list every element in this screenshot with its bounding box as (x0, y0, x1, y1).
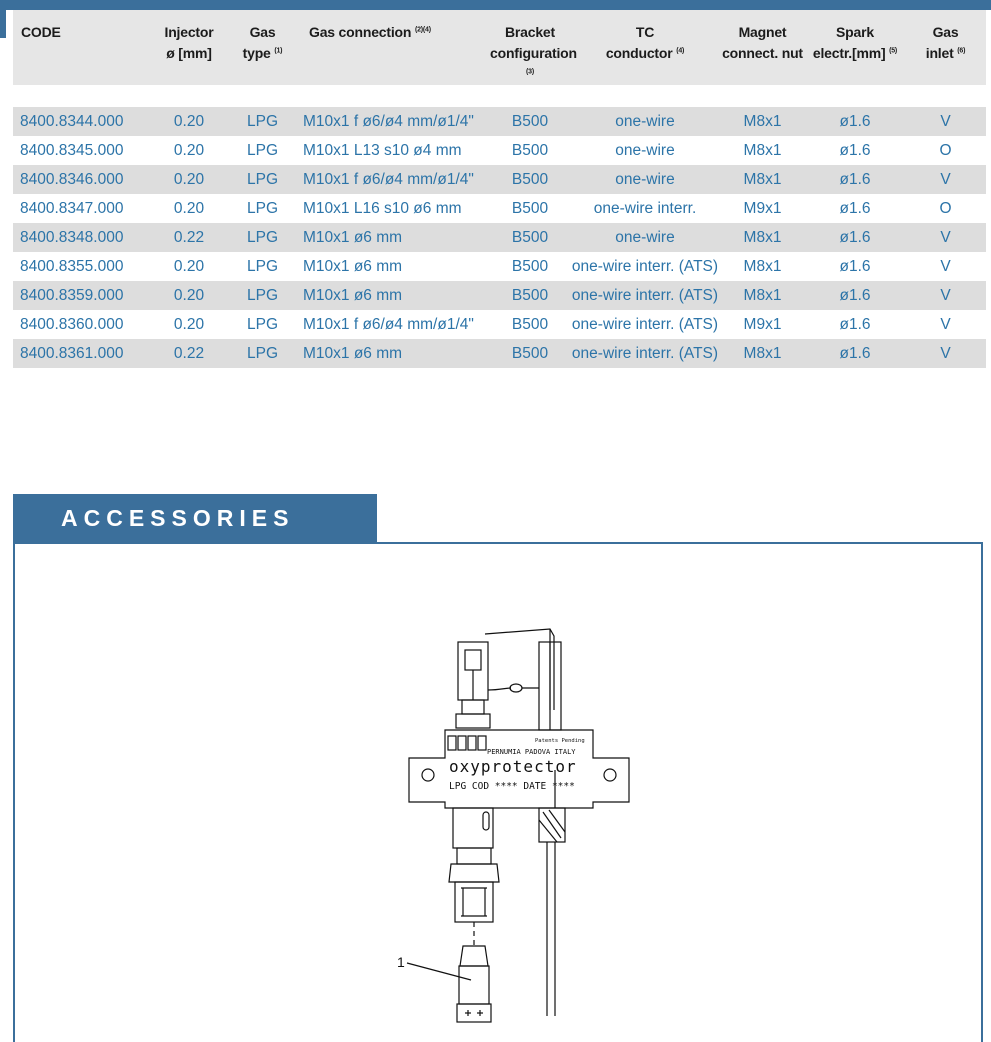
table-row (13, 252, 986, 281)
header-gas_connection (295, 10, 490, 85)
header-tc (570, 10, 720, 85)
accessories-title: ACCESSORIES (13, 494, 377, 542)
cell-gas_type: LPG (246, 228, 278, 246)
left-mount-hole (422, 769, 434, 781)
cell-bracket: B500 (511, 170, 549, 188)
cell-tc: one-wire (615, 112, 675, 130)
nut-upper (449, 864, 499, 882)
cell-gas_inlet: O (939, 141, 952, 159)
table-row (13, 310, 986, 339)
header-magnet-line2: connect. nut (722, 45, 803, 61)
cell-magnet: M8x1 (743, 257, 782, 275)
left-accent-bar (0, 10, 6, 38)
cell-gas_inlet: V (940, 170, 951, 188)
product-table-container (13, 10, 986, 368)
cod-date-text: LPG COD **** DATE **** (449, 781, 575, 792)
cell-code: 8400.8361.000 (20, 344, 124, 362)
cell-code: 8400.8345.000 (20, 141, 124, 159)
table-row (13, 165, 986, 194)
cell-injector: 0.20 (173, 170, 205, 188)
cell-magnet: M9x1 (743, 199, 782, 217)
cell-gas_type: LPG (246, 315, 278, 333)
cell-gas_inlet: V (940, 315, 951, 333)
cell-gas_connection: M10x1 ø6 mm (303, 257, 403, 275)
cell-code: 8400.8348.000 (20, 228, 124, 246)
cell-injector: 0.20 (173, 315, 205, 333)
table-header (13, 10, 986, 85)
cell-gas_connection: M10x1 f ø6/ø4 mm/ø1/4" (303, 315, 474, 333)
cell-bracket: B500 (511, 344, 549, 362)
table-row (13, 136, 986, 165)
patent-text: Patents Pending (535, 738, 585, 744)
header-gas_type-line1: Gas (249, 24, 276, 40)
table-row (13, 194, 986, 223)
cell-gas_type: LPG (246, 199, 278, 217)
cell-gas_connection: M10x1 f ø6/ø4 mm/ø1/4" (303, 170, 474, 188)
cell-tc: one-wire (615, 170, 675, 188)
cell-bracket: B500 (511, 112, 549, 130)
cell-gas_type: LPG (246, 112, 278, 130)
cell-tc: one-wire (615, 141, 675, 159)
cell-code: 8400.8360.000 (20, 315, 124, 333)
cell-spark: ø1.6 (839, 141, 871, 159)
wire-clip (510, 684, 522, 692)
cell-gas_inlet: V (940, 257, 951, 275)
cell-gas_type: LPG (246, 286, 278, 304)
cell-injector: 0.22 (173, 344, 205, 362)
header-gas_inlet-line1: Gas (932, 24, 959, 40)
cell-magnet: M8x1 (743, 286, 782, 304)
cell-tc: one-wire interr. (ATS) (571, 286, 719, 304)
header-spark (805, 10, 905, 85)
header-spark-line1: Spark (836, 24, 874, 40)
cell-code: 8400.8344.000 (20, 112, 124, 130)
cell-gas_type: LPG (246, 141, 278, 159)
cell-gas_connection: M10x1 ø6 mm (303, 286, 403, 304)
product-table (13, 10, 986, 368)
spare-part-nut (457, 1004, 491, 1022)
header-bracket-line1: Bracket (505, 24, 555, 40)
cell-tc: one-wire interr. (ATS) (571, 257, 719, 275)
header-gas_connection-line1: Gas connection (309, 24, 412, 40)
header-spacer (13, 85, 986, 107)
cell-bracket: B500 (511, 228, 549, 246)
header-row (13, 10, 986, 85)
manufacturer-text: PERNUMIA PADOVA ITALY (487, 748, 576, 756)
cell-code: 8400.8355.000 (20, 257, 124, 275)
oxyprotector-drawing (385, 620, 645, 1030)
cell-bracket: B500 (511, 199, 549, 217)
valve-body (453, 808, 493, 848)
cell-gas_type: LPG (246, 170, 278, 188)
header-bracket-footnote: (3) (526, 68, 534, 76)
cell-gas_inlet: V (940, 344, 951, 362)
cell-code: 8400.8359.000 (20, 286, 124, 304)
cell-spark: ø1.6 (839, 257, 871, 275)
header-gas_type-footnote: (1) (274, 47, 283, 55)
cell-bracket: B500 (511, 141, 549, 159)
spare-part-top (460, 946, 488, 966)
header-magnet-line1: Magnet (738, 24, 787, 40)
cell-gas_connection: M10x1 L16 s10 ø6 mm (303, 199, 462, 217)
cell-bracket: B500 (511, 286, 549, 304)
technical-drawing-svg (385, 620, 645, 1030)
cell-spark: ø1.6 (839, 315, 871, 333)
header-code (13, 10, 148, 85)
cell-gas_connection: M10x1 ø6 mm (303, 228, 403, 246)
header-gas_inlet-footnote: (6) (957, 47, 966, 55)
cell-spark: ø1.6 (839, 199, 871, 217)
header-bracket-line2: configuration (490, 45, 577, 61)
cell-tc: one-wire interr. (ATS) (571, 344, 719, 362)
right-mount-hole (604, 769, 616, 781)
cell-gas_inlet: V (940, 286, 951, 304)
brand-text: oxyprotector (449, 757, 577, 776)
table-row (13, 281, 986, 310)
cell-spark: ø1.6 (839, 112, 871, 130)
cell-magnet: M8x1 (743, 344, 782, 362)
cell-injector: 0.20 (173, 199, 205, 217)
header-gas_type-line2: type (242, 45, 271, 61)
header-injector-line1: Injector (164, 24, 214, 40)
cell-injector: 0.20 (173, 257, 205, 275)
top-color-bar (0, 0, 991, 10)
cell-spark: ø1.6 (839, 344, 871, 362)
cell-gas_type: LPG (246, 344, 278, 362)
header-gas_inlet-line2: inlet (925, 45, 954, 61)
table-row (13, 107, 986, 136)
cell-gas_connection: M10x1 f ø6/ø4 mm/ø1/4" (303, 112, 474, 130)
header-code-line1: CODE (21, 24, 61, 40)
cell-magnet: M8x1 (743, 141, 782, 159)
cell-spark: ø1.6 (839, 286, 871, 304)
header-gas_type (230, 10, 295, 85)
cell-bracket: B500 (511, 315, 549, 333)
header-tc-line1: TC (635, 24, 655, 40)
header-magnet (720, 10, 805, 85)
spare-part-body (459, 966, 489, 1004)
callout-number: 1 (397, 954, 405, 970)
cell-tc: one-wire (615, 228, 675, 246)
cell-magnet: M8x1 (743, 228, 782, 246)
header-gas_inlet (905, 10, 986, 85)
cell-spark: ø1.6 (839, 228, 871, 246)
table-row (13, 339, 986, 368)
header-tc-footnote: (4) (676, 47, 685, 55)
cell-gas_connection: M10x1 L13 s10 ø4 mm (303, 141, 462, 159)
wire (488, 688, 511, 690)
cell-code: 8400.8346.000 (20, 170, 124, 188)
table-body (13, 85, 986, 368)
cell-tc: one-wire interr. (593, 199, 697, 217)
cell-magnet: M9x1 (743, 315, 782, 333)
header-injector (148, 10, 230, 85)
cell-gas_connection: M10x1 ø6 mm (303, 344, 403, 362)
header-injector-line2: ø [mm] (166, 45, 212, 61)
cell-code: 8400.8347.000 (20, 199, 124, 217)
cell-gas_type: LPG (246, 257, 278, 275)
header-gas_connection-footnote: (2)(4) (414, 26, 431, 34)
cell-magnet: M8x1 (743, 170, 782, 188)
cell-injector: 0.20 (173, 286, 205, 304)
cell-magnet: M8x1 (743, 112, 782, 130)
cell-tc: one-wire interr. (ATS) (571, 315, 719, 333)
electrode-rod-outline (485, 629, 554, 710)
header-spark-line2: electr.[mm] (812, 45, 886, 61)
table-row (13, 223, 986, 252)
cell-gas_inlet: V (940, 112, 951, 130)
header-bracket (490, 10, 577, 85)
header-spark-footnote: (5) (889, 47, 898, 55)
cell-gas_inlet: O (939, 199, 952, 217)
cell-spark: ø1.6 (839, 170, 871, 188)
cell-injector: 0.20 (173, 112, 205, 130)
cell-bracket: B500 (511, 257, 549, 275)
cell-injector: 0.20 (173, 141, 205, 159)
cell-injector: 0.22 (173, 228, 205, 246)
header-tc-line2: conductor (605, 45, 673, 61)
cell-gas_inlet: V (940, 228, 951, 246)
